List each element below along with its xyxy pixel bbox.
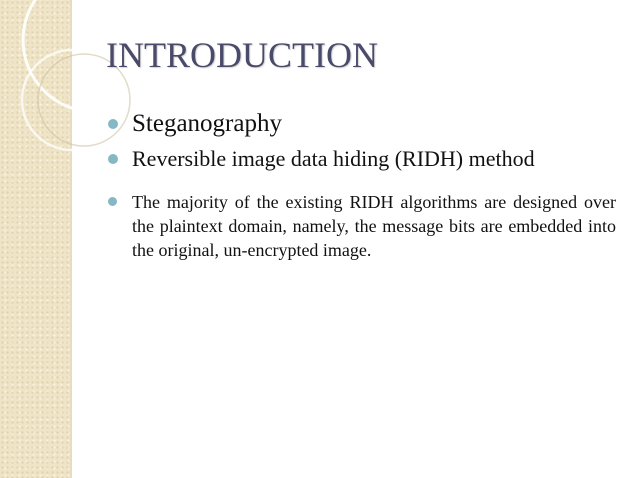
bullet-text: Reversible image data hiding (RIDH) method xyxy=(132,146,535,171)
bullet-dot-icon xyxy=(108,154,118,164)
bullet-item xyxy=(104,108,616,140)
slide-title: INTRODUCTION xyxy=(106,35,378,75)
bullet-dot-icon xyxy=(108,119,118,129)
bullet-list xyxy=(104,108,616,262)
bullet-text: Steganography xyxy=(132,110,282,137)
bullet-text: The majority of the existing RIDH algorithms are designed over the plaintext domain, namely, the message bits are embedded into the original, un-encrypted image. xyxy=(132,192,616,260)
bullet-dot-icon xyxy=(108,197,117,206)
bullet-item xyxy=(104,144,616,174)
bullet-item xyxy=(104,190,616,262)
